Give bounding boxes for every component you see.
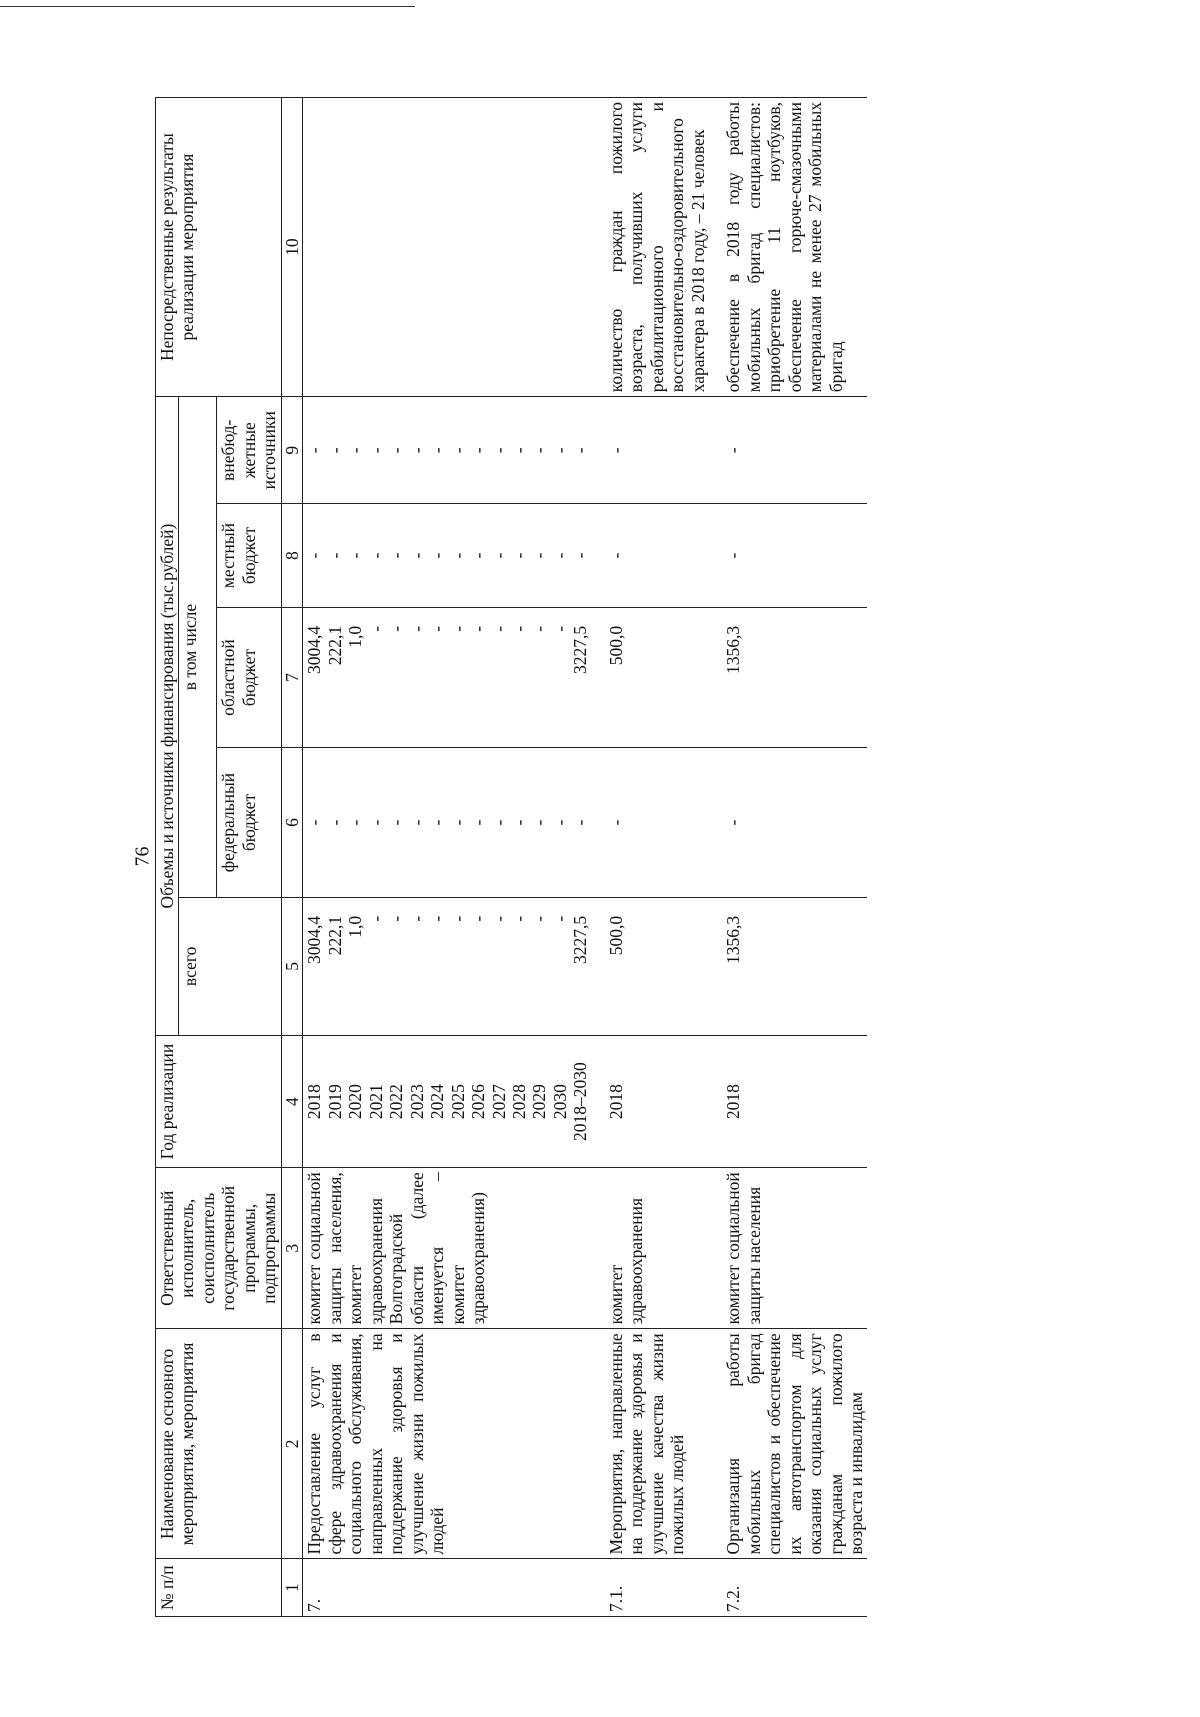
table-row <box>709 98 867 1617</box>
table-row <box>592 98 709 1617</box>
row-local: - <box>592 504 709 608</box>
row-regional: 1356,3 <box>709 607 867 747</box>
col-number: 6 <box>281 748 302 898</box>
col-number: 10 <box>281 98 302 397</box>
header-num: № п/п <box>156 1559 282 1617</box>
row-local: - <box>709 504 867 608</box>
row-years: 2018 2019 2020 2021 2022 2023 2024 2025 2026 2027 2028 2029 2030 2018–2030 <box>303 1035 592 1167</box>
row-extrabudget: - <box>709 397 867 504</box>
header-total: всего <box>179 897 281 1035</box>
rotated-page-content <box>155 97 1085 1617</box>
row-total: 500,0 <box>592 897 709 1035</box>
header-executor: Ответственный исполнитель, соисполнитель государственной программы, подпрограммы <box>156 1168 282 1329</box>
row-federal: - - - - - - - - - - - - - - <box>303 748 592 898</box>
header-including: в том числе <box>179 397 217 898</box>
col-number: 7 <box>281 607 302 747</box>
row-total: 1356,3 <box>709 897 867 1035</box>
col-number: 9 <box>281 397 302 504</box>
row-number: 7.1. <box>592 1559 709 1617</box>
row-executor: комитет здравоохранения <box>592 1168 709 1329</box>
row-number: 7. <box>303 1559 592 1617</box>
row-results <box>303 98 592 397</box>
row-name: Организация работы мобильных бригад специалистов и обеспечение их автотранспортом для оказания социальных услуг гражданам пожилого возраста и инвалидам <box>709 1329 867 1559</box>
row-local: - - - - - - - - - - - - - - <box>303 504 592 608</box>
col-number: 3 <box>281 1168 302 1329</box>
top-rule <box>0 6 415 7</box>
row-executor: комитет социальной защиты населения <box>709 1168 867 1329</box>
col-number: 8 <box>281 504 302 608</box>
header-results: Непосредственные результаты реализации мероприятия <box>156 98 282 397</box>
row-name: Предоставление услуг в сфере здравоохранения и социального обслуживания, направленных на поддержание здоровья и улучшение жизни пожилых людей <box>303 1329 592 1559</box>
row-extrabudget: - <box>592 397 709 504</box>
row-extrabudget: - - - - - - - - - - - - - - <box>303 397 592 504</box>
col-number: 5 <box>281 897 302 1035</box>
header-funding-group: Объемы и источники финансирования (тыс.рублей) <box>156 397 179 1036</box>
row-name: Мероприятия, направленные на поддержание здоровья и улучшение качества жизни пожилых людей <box>592 1329 709 1559</box>
col-number: 4 <box>281 1035 302 1167</box>
col-number: 2 <box>281 1329 302 1559</box>
header-year: Год реализации <box>156 1035 282 1167</box>
header-extrabudget: внебюд- жетные источники <box>217 397 281 504</box>
header-federal: федеральный бюджет <box>217 748 281 898</box>
funding-table <box>155 97 867 1617</box>
row-results: количество граждан пожилого возраста, получивших услуги реабилитационного и восстановительно-оздоровительного характера в 2018 году, – 21 человек <box>592 98 709 397</box>
table-row <box>303 98 592 1617</box>
page-number: 76 <box>131 846 154 867</box>
row-number: 7.2. <box>709 1559 867 1617</box>
row-regional: 3004,4 222,1 1,0 - - - - - - - - - - 3227,5 <box>303 607 592 747</box>
row-federal: - <box>592 748 709 898</box>
row-results: обеспечение в 2018 году работы мобильных бригад специалистов: приобретение 11 ноутбуков, обеспечение горюче-смазочными материалами не менее 27 мобильных бригад <box>709 98 867 397</box>
header-local: местный бюджет <box>217 504 281 608</box>
row-executor: комитет социальной защиты населения, комитет здравоохранения Волгоградской области (далее именуется – комитет здравоохранения) <box>303 1168 592 1329</box>
row-federal: - <box>709 748 867 898</box>
row-regional: 500,0 <box>592 607 709 747</box>
header-regional: областной бюджет <box>217 607 281 747</box>
col-number: 1 <box>281 1559 302 1617</box>
row-years: 2018 <box>592 1035 709 1167</box>
row-total: 3004,4 222,1 1,0 - - - - - - - - - - 3227,5 <box>303 897 592 1035</box>
header-name: Наименование основного мероприятия, мероприятия <box>156 1329 282 1559</box>
row-years: 2018 <box>709 1035 867 1167</box>
